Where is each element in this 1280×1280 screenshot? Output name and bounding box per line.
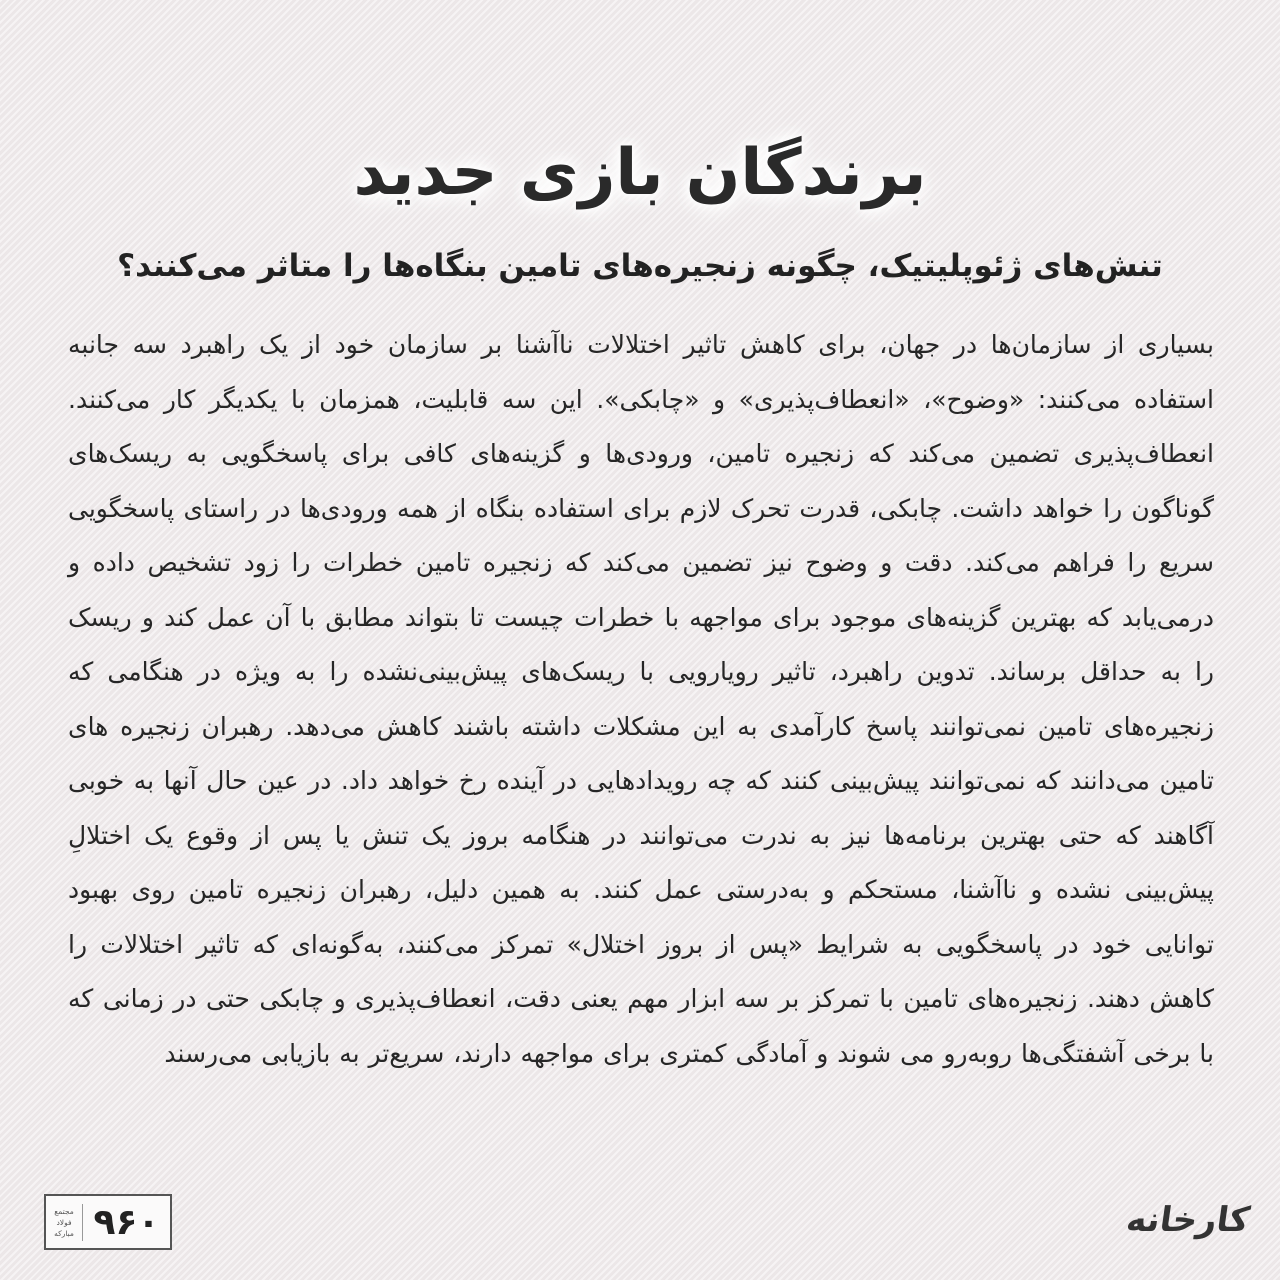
page-title: برندگان بازی جدید [353,136,927,210]
logo-number: ۹۶۰ [93,1201,160,1243]
logo-caption: مجتمع فولاد مبارکه [46,1204,83,1241]
page-subtitle: تنش‌های ژئوپلیتیک، چگونه زنجیره‌های تامین بنگاه‌ها را متاثر می‌کنند؟ [117,248,1163,284]
mobarakeh-steel-logo [44,1194,172,1250]
article-body: بسیاری از سازمان‌ها در جهان، برای کاهش تاثیر اختلالات ناآشنا بر سازمان خود از یک راهبرد سه جانبه استفاده می‌کنند: «وضوح»، «انعطاف‌پذیری» و «چابکی». این سه قابلیت، همزمان با یکدیگر کار می‌کنند. انعطاف‌پذیری تضمین می‌کند که زنجیره تامین، ورودی‌ها و گزینه‌های کافی برای پاسخگویی به ریسک‌های گوناگون را خواهد داشت. چابکی، قدرت تحرک لازم برای استفاده بنگاه از همه ورودی‌ها در راستای پاسخگویی سریع را فراهم می‌کند. دقت و وضوح نیز تضمین می‌کند که زنجیره تامین خطرات را زود تشخیص داده و درمی‌یابد که بهترین گزینه‌های موجود برای مواجهه با خطرات چیست تا بتواند مطابق با آن عمل کند و ریسک را به حداقل برساند. تدوین راهبرد، تاثیر رویارویی با ریسک‌های پیش‌بینی‌نشده را به ویژه در هنگامی که زنجیره‌های تامین نمی‌توانند پاسخ کارآمدی به این مشکلات داشته باشند کاهش می‌دهد. رهبران زنجیره های تامین می‌دانند که نمی‌توانند پیش‌بینی کنند که چه رویدادهایی در آینده رخ خواهد داد. در عین حال آنها به خوبی آگاهند که حتی بهترین برنامه‌ها نیز به ندرت می‌توانند در هنگامه بروز یک تنش یا پس از وقوع یک اختلالِ پیش‌بینی نشده و ناآشنا، مستحکم و به‌درستی عمل کنند. به همین دلیل، رهبران زنجیره تامین روی بهبود توانایی خود در پاسخگویی به شرایط «پس از بروز اختلال» تمرکز می‌کنند، به‌گونه‌ای که تاثیر اختلالات را کاهش دهند. زنجیره‌های تامین با تمرکز بر سه ابزار مهم یعنی دقت، انعطاف‌پذیری و چابکی حتی در زمانی که با برخی آشفتگی‌ها روبه‌رو می شوند و آمادگی کمتری برای مواجهه دارند، سریع‌تر به بازیابی می‌رسند [68,330,1214,1068]
karkhaneh-logo: کارخانه [1123,1200,1253,1240]
